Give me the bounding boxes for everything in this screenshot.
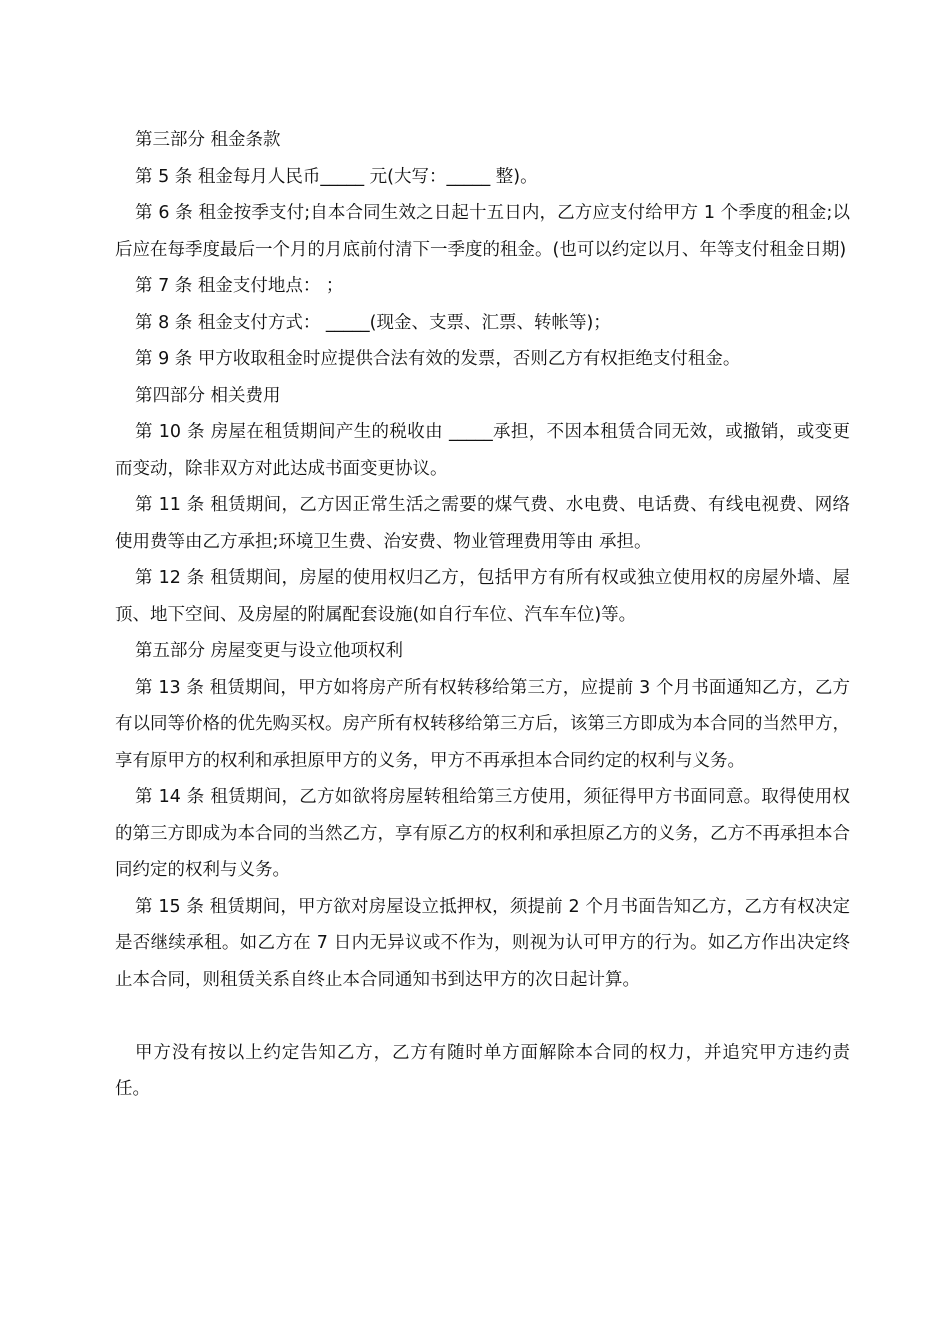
article-10: 第 10 条 房屋在租赁期间产生的税收由 _____承担，不因本租赁合同无效，或撤销，或变更而变动，除非双方对此达成书面变更协议。 bbox=[115, 422, 850, 479]
closing-paragraph: 甲方没有按以上约定告知乙方，乙方有随时单方面解除本合同的权力，并追究甲方违约责任。 bbox=[115, 1042, 850, 1099]
blank-line bbox=[115, 998, 850, 1035]
article-12: 第 12 条 租赁期间，房屋的使用权归乙方，包括甲方有所有权或独立使用权的房屋外墙、屋顶、地下空间、及房屋的附属配套设施(如自行车位、汽车车位)等。 bbox=[115, 568, 850, 625]
article-9: 第 9 条 甲方收取租金时应提供合法有效的发票，否则乙方有权拒绝支付租金。 bbox=[135, 349, 741, 369]
article-6: 第 6 条 租金按季支付;自本合同生效之日起十五日内，乙方应支付给甲方 1 个季度的租金;以后应在每季度最后一个月的月底前付清下一季度的租金。(也可以约定以月、年等支付租金日期) bbox=[115, 203, 850, 260]
article-5: 第 5 条 租金每月人民币_____ 元(大写：_____ 整)。 bbox=[135, 166, 538, 187]
section-heading-4: 第四部分 相关费用 bbox=[135, 385, 281, 406]
section-heading-3: 第三部分 租金条款 bbox=[135, 130, 281, 150]
article-7: 第 7 条 租金支付地点： ； bbox=[135, 276, 344, 296]
article-13: 第 13 条 租赁期间，甲方如将房产所有权转移给第三方，应提前 3 个月书面通知乙方，乙方有以同等价格的优先购买权。房产所有权转移给第三方后，该第三方即成为本合同的当然甲方，享有原甲方的权利和承担原甲方的义务，甲方不再承担本合同约定的权利与义务。 bbox=[115, 677, 850, 771]
section-heading-5: 第五部分 房屋变更与设立他项权利 bbox=[135, 641, 404, 661]
article-15: 第 15 条 租赁期间，甲方欲对房屋设立抵押权，须提前 2 个月书面告知乙方，乙方有权决定是否继续承租。如乙方在 7 日内无异议或不作为，则视为认可甲方的行为。如乙方作出决定终止本合同，则租赁关系自终止本合同通知书到达甲方的次日起计算。 bbox=[115, 896, 850, 990]
article-8: 第 8 条 租金支付方式： _____(现金、支票、汇票、转帐等)； bbox=[135, 312, 611, 333]
article-11: 第 11 条 租赁期间，乙方因正常生活之需要的煤气费、水电费、电话费、有线电视费、网络使用费等由乙方承担;环境卫生费、治安费、物业管理费用等由 承担。 bbox=[115, 495, 850, 552]
article-14: 第 14 条 租赁期间，乙方如欲将房屋转租给第三方使用，须征得甲方书面同意。取得使用权的第三方即成为本合同的当然乙方，享有原乙方的权利和承担原乙方的义务，乙方不再承担本合同约定的权利与义务。 bbox=[115, 787, 850, 880]
document-body bbox=[115, 122, 850, 1108]
